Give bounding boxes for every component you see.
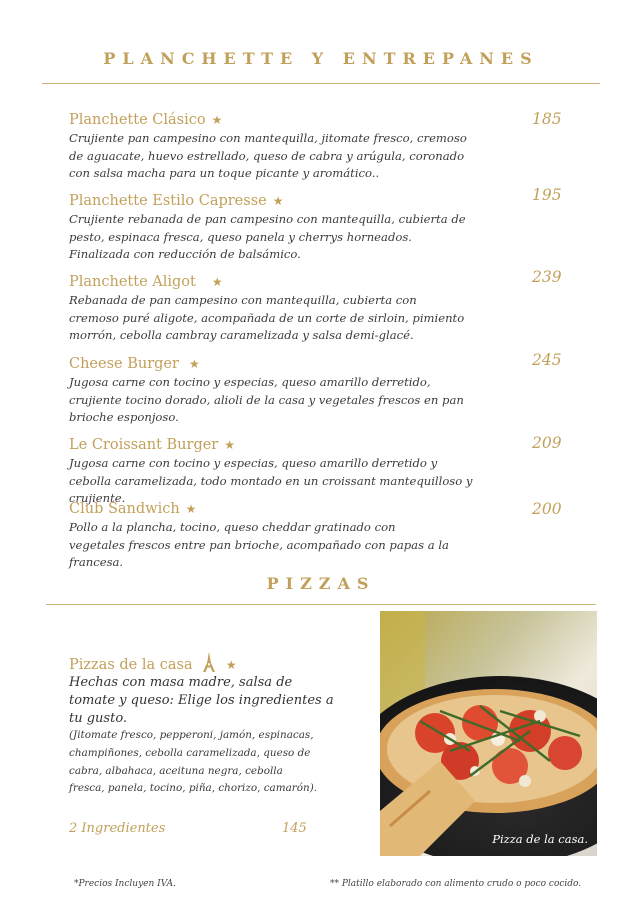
star-icon: ★ bbox=[211, 113, 223, 127]
section-divider bbox=[42, 83, 600, 84]
menu-item bbox=[69, 273, 539, 345]
section-divider bbox=[46, 604, 596, 605]
item-price: 209 bbox=[532, 434, 562, 452]
item-name: Le Croissant Burger bbox=[69, 437, 219, 453]
item-description: Jugosa carne con tocino y especias, queso amarillo derretido y cebolla caramelizada, todo montado en un croissant mantequilloso y crujiente. bbox=[69, 456, 473, 506]
footnote-iva: *Precios Incluyen IVA. bbox=[74, 879, 176, 889]
star-icon: ★ bbox=[272, 194, 284, 208]
item-price: 195 bbox=[532, 186, 562, 204]
pizza-name: Pizzas de la casa bbox=[69, 657, 193, 673]
star-icon: ★ bbox=[188, 357, 200, 371]
item-name: Club Sandwich bbox=[69, 501, 180, 517]
star-icon: ★ bbox=[211, 275, 223, 289]
item-description: Crujiente rebanada de pan campesino con mantequilla, cubierta de pesto, espinaca fresca, queso panela y cherrys horneados. Finalizada con reducción de balsámico. bbox=[69, 212, 466, 262]
item-name: Planchette Clásico bbox=[69, 112, 206, 128]
pizza-ingredients: (Jitomate fresco, pepperoni, jamón, espinacas, champiñones, cebolla caramelizada, queso de cabra, albahaca, aceituna negra, cebolla fresca, panela, tocino, piña, chorizo, camarón). bbox=[69, 729, 318, 795]
item-description: Rebanada de pan campesino con mantequilla, cubierta con cremoso puré aligote, acompañada de un corte de sirloin, pimiento morrón, cebolla cambray caramelizada y salsa demi-glacé. bbox=[69, 293, 465, 343]
item-price: 200 bbox=[532, 500, 562, 518]
star-icon: ★ bbox=[225, 658, 237, 672]
item-price: 239 bbox=[532, 268, 562, 286]
pizza-option-price: 145 bbox=[282, 821, 307, 836]
section-title-entrepanes: PLANCHETTE Y ENTREPANES bbox=[103, 49, 539, 68]
menu-item bbox=[69, 355, 539, 427]
footnote-raw: ** Platillo elaborado con alimento crudo o poco cocido. bbox=[330, 879, 582, 889]
item-name: Planchette Aligot bbox=[69, 274, 196, 290]
pizza-photo bbox=[380, 611, 597, 856]
item-price: 245 bbox=[532, 351, 562, 369]
item-name: Cheese Burger bbox=[69, 356, 179, 372]
item-description: Jugosa carne con tocino y especias, queso amarillo derretido, crujiente tocino dorado, alioli de la casa y vegetales frescos en pan brioche esponjoso. bbox=[69, 375, 464, 425]
item-name: Planchette Estilo Capresse bbox=[69, 193, 267, 209]
menu-item bbox=[69, 111, 539, 183]
section-title-pizzas: PIZZAS bbox=[266, 574, 376, 593]
photo-caption: Pizza de la casa. bbox=[492, 832, 588, 846]
item-description: Crujiente pan campesino con mantequilla, jitomate fresco, cremoso de aguacate, huevo estrellado, queso de cabra y arúgula, coronado con salsa macha para un toque picante y aromático.. bbox=[69, 131, 467, 181]
item-description: Pollo a la plancha, tocino, queso cheddar gratinado con vegetales frescos entre pan brioche, acompañado con papas a la francesa. bbox=[69, 520, 449, 570]
pizza-subtitle: Hechas con masa madre, salsa de tomate y queso: Elige los ingredientes a tu gusto. bbox=[69, 675, 334, 726]
menu-item bbox=[69, 192, 539, 264]
item-price: 185 bbox=[532, 110, 562, 128]
eiffel-tower-icon bbox=[203, 652, 215, 676]
star-icon: ★ bbox=[224, 438, 235, 452]
pizza-item bbox=[69, 652, 237, 676]
star-icon: ★ bbox=[185, 502, 197, 516]
pizza-option-label: 2 Ingredientes bbox=[69, 821, 166, 836]
menu-item bbox=[69, 500, 539, 572]
menu-item bbox=[69, 436, 539, 508]
